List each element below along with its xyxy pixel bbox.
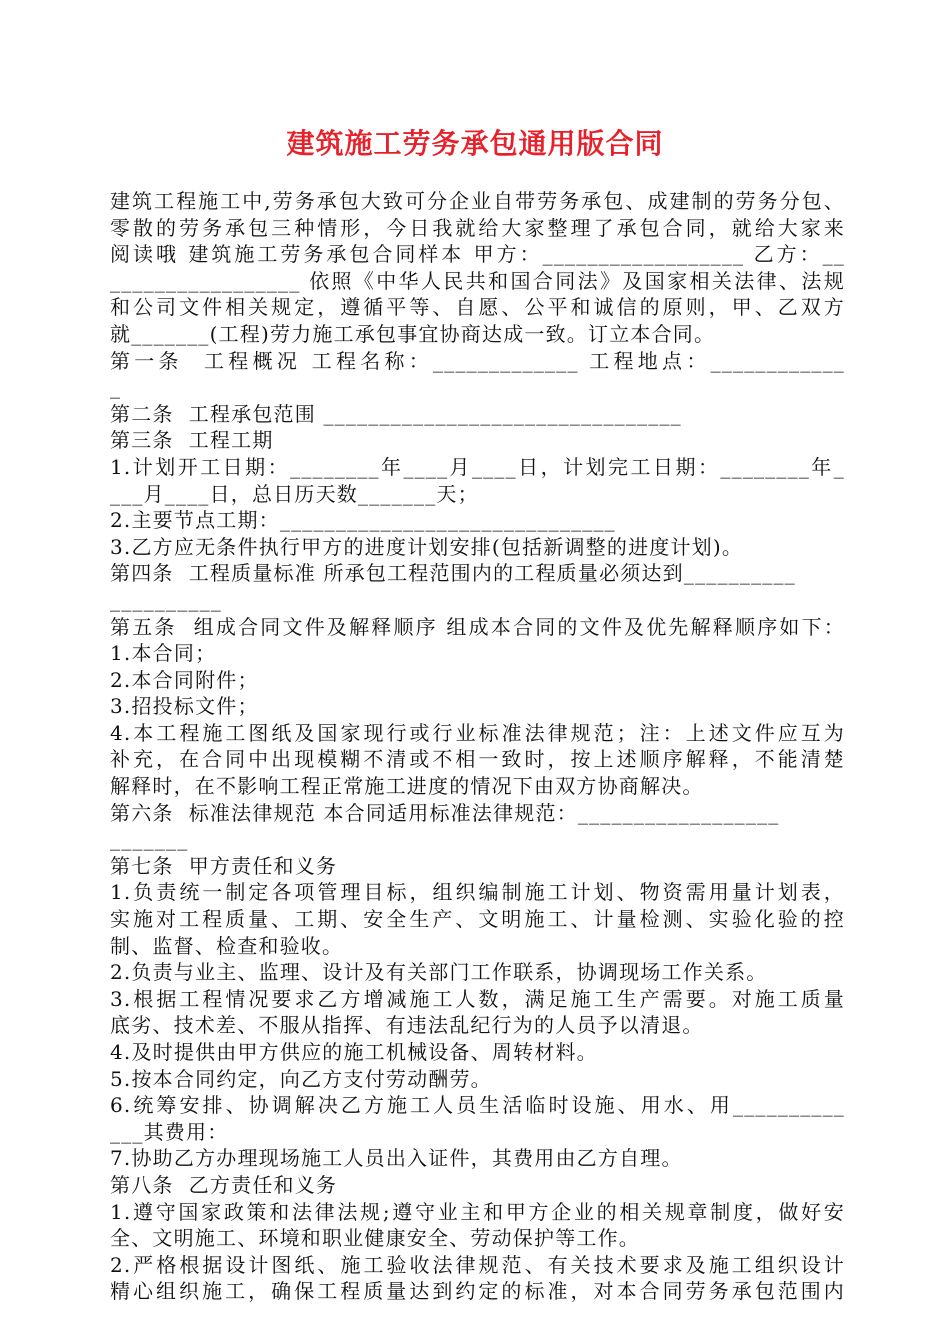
body-line: _________________ 依照《中华人民共和国合同法》及国家相关法律、法规 bbox=[110, 268, 845, 293]
body-line: 2.主要节点工期：______________________________ bbox=[110, 508, 616, 533]
body-line: 第三条 工程工期 bbox=[110, 428, 274, 453]
body-line: 3.根据工程情况要求乙方增减施工人数，满足施工生产需要。对施工质量 bbox=[110, 986, 845, 1011]
body-line: 阅读哦 建筑施工劳务承包合同样本 甲方：__________________ 乙方：__ bbox=[110, 242, 845, 267]
body-line: ___月____日，总日历天数_______天； bbox=[110, 481, 479, 506]
body-line: 3.招投标文件； bbox=[110, 694, 259, 719]
body-line: 6.统筹安排、协调解决乙方施工人员生活临时设施、用水、用__________ bbox=[110, 1093, 845, 1118]
body-line: 1.负责统一制定各项管理目标，组织编制施工计划、物资需用量计划表， bbox=[110, 880, 845, 905]
body-line: 4.本工程施工图纸及国家现行或行业标准法律规范；注：上述文件应互为 bbox=[110, 720, 845, 745]
body-line: _______ bbox=[110, 827, 189, 852]
body-line: 精心组织施工，确保工程质量达到约定的标准，对本合同劳务承包范围内 bbox=[110, 1279, 845, 1304]
body-line: 2.本合同附件； bbox=[110, 667, 259, 692]
body-line: 1.遵守国家政策和法律法规;遵守业主和甲方企业的相关规章制度，做好安 bbox=[110, 1199, 845, 1224]
body-line: _ bbox=[110, 375, 122, 400]
body-line: 1.本合同； bbox=[110, 641, 217, 666]
body-line: 2.严格根据设计图纸、施工验收法律规范、有关技术要求及施工组织设计 bbox=[110, 1252, 845, 1277]
body-line: 制、监督、检查和验收。 bbox=[110, 933, 344, 958]
body-line: 解释时，在不影响工程正常施工进度的情况下由双方协商解决。 bbox=[110, 774, 704, 799]
document-body bbox=[110, 188, 845, 1305]
body-line: 第一条 工程概况 工程名称：_____________ 工程地点：____________ bbox=[110, 348, 845, 373]
body-line: 第八条 乙方责任和义务 bbox=[110, 1172, 338, 1197]
body-line: 底劣、技术差、不服从指挥、有违法乱纪行为的人员予以清退。 bbox=[110, 1013, 704, 1038]
body-line: ___其费用： bbox=[110, 1119, 229, 1144]
body-line: 实施对工程质量、工期、安全生产、文明施工、计量检测、实验化验的控 bbox=[110, 907, 845, 932]
body-line: 和公司文件相关规定，遵循平等、自愿、公平和诚信的原则，甲、乙双方 bbox=[110, 295, 845, 320]
body-line: 补充，在合同中出现模糊不清或不相一致时，按上述顺序解释，不能清楚 bbox=[110, 747, 845, 772]
body-line: 1.计划开工日期：________年____月____日，计划完工日期：________年_ bbox=[110, 454, 845, 479]
body-line: 7.协助乙方办理现场施工人员出入证件，其费用由乙方自理。 bbox=[110, 1146, 683, 1171]
body-line: 3.乙方应无条件执行甲方的进度计划安排(包括新调整的进度计划)。 bbox=[110, 534, 744, 559]
body-line: 2.负责与业主、监理、设计及有关部门工作联系，协调现场工作关系。 bbox=[110, 960, 768, 985]
body-line: 第七条 甲方责任和义务 bbox=[110, 853, 338, 878]
body-line: 第六条 标准法律规范 本合同适用标准法律规范：__________________ bbox=[110, 800, 780, 825]
document-title: 建筑施工劳务承包通用版合同 bbox=[286, 127, 664, 160]
body-line: 全、文明施工、环境和职业健康安全、劳动保护等工作。 bbox=[110, 1226, 640, 1251]
body-line: 就_______(工程)劳力施工承包事宜协商达成一致。订立本合同。 bbox=[110, 321, 716, 346]
body-line: 5.按本合同约定，向乙方支付劳动酬劳。 bbox=[110, 1066, 492, 1091]
body-line: 建筑工程施工中,劳务承包大致可分企业自带劳务承包、成建制的劳务分包、 bbox=[110, 189, 845, 213]
body-line: 4.及时提供由甲方供应的施工机械设备、周转材料。 bbox=[110, 1040, 598, 1064]
body-line: 第四条 工程质量标准 所承包工程范围内的工程质量必须达到__________ bbox=[110, 561, 796, 586]
body-line: __________ bbox=[110, 587, 222, 612]
body-line: 第二条 工程承包范围 ________________________________ bbox=[110, 401, 682, 426]
body-line: 第五条 组成合同文件及解释顺序 组成本合同的文件及优先解释顺序如下： bbox=[110, 614, 845, 639]
body-line: 零散的劳务承包三种情形，今日我就给大家整理了承包合同，就给大家来 bbox=[110, 215, 845, 240]
